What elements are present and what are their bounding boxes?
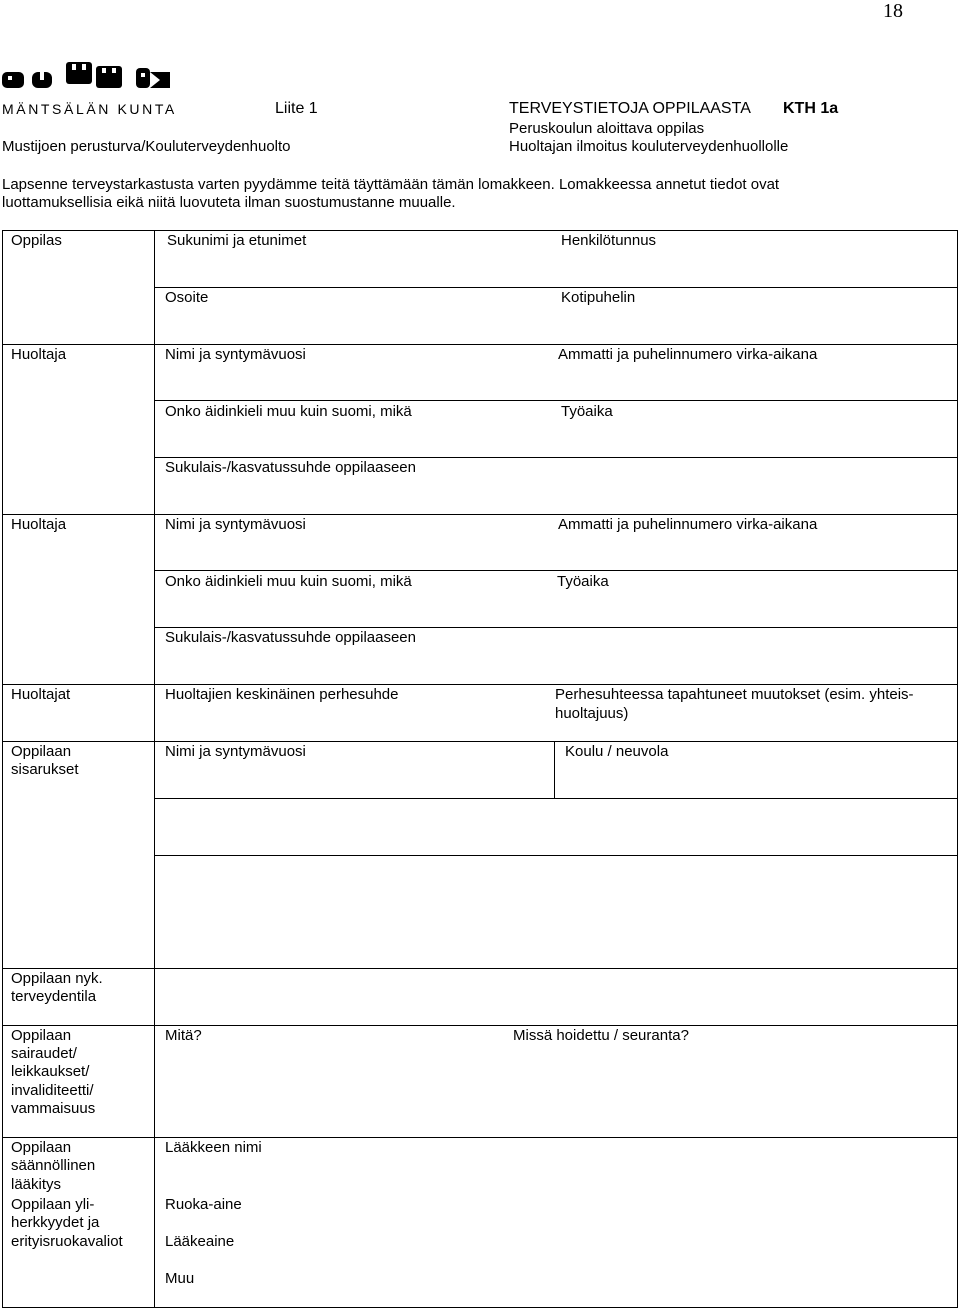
section-allergies-line: Oppilaan yli- bbox=[11, 1196, 95, 1213]
field-guardian2-relation[interactable]: Sukulais-/kasvatussuhde oppilaaseen bbox=[165, 629, 416, 646]
field-illness-where[interactable]: Missä hoidettu / seuranta? bbox=[513, 1027, 689, 1044]
field-guardians-relationship[interactable]: Huoltajien keskinäinen perhesuhde bbox=[165, 686, 399, 703]
document-code: KTH 1a bbox=[783, 100, 839, 117]
document-title: TERVEYSTIETOJA OPPILAASTA bbox=[509, 100, 751, 117]
section-health-line-2: terveydentila bbox=[11, 988, 97, 1005]
logo-symbol-icon bbox=[0, 58, 175, 98]
field-guardian1-relation[interactable]: Sukulais-/kasvatussuhde oppilaaseen bbox=[165, 459, 416, 476]
field-guardian2-occupation-phone[interactable]: Ammatti ja puhelinnumero virka-aikana bbox=[558, 516, 818, 533]
municipality-logo bbox=[0, 58, 175, 118]
field-student-ssn[interactable]: Henkilötunnus bbox=[561, 232, 657, 249]
section-allergies-line: erityisruokavaliot bbox=[11, 1233, 123, 1250]
logo-text: MÄNTSÄLÄN KUNTA bbox=[2, 101, 177, 117]
section-guardian-1: Huoltaja bbox=[11, 346, 67, 363]
organization-name: Mustijoen perusturva/Kouluterveydenhuolto bbox=[2, 138, 291, 155]
field-family-changes-line-2: huoltajuus) bbox=[555, 705, 629, 722]
field-guardian1-work-hours[interactable]: Työaika bbox=[561, 403, 613, 420]
appendix-label: Liite 1 bbox=[275, 100, 318, 117]
field-student-name[interactable]: Sukunimi ja etunimet bbox=[167, 232, 307, 249]
section-health-line-1: Oppilaan nyk. bbox=[11, 970, 103, 987]
section-medication-line: lääkitys bbox=[11, 1176, 62, 1193]
section-illnesses-line: invaliditeetti/ bbox=[11, 1082, 94, 1099]
field-student-address[interactable]: Osoite bbox=[165, 289, 209, 306]
section-allergies-line: herkkyydet ja bbox=[11, 1214, 100, 1231]
section-siblings-line-2: sisarukset bbox=[11, 761, 79, 778]
section-medication-line: Oppilaan bbox=[11, 1139, 72, 1156]
section-guardians: Huoltajat bbox=[11, 686, 71, 703]
section-illnesses-line: vammaisuus bbox=[11, 1100, 96, 1117]
intro-line-1: Lapsenne terveystarkastusta varten pyydämme teitä täyttämään tämän lomakkeen. Lomakkeessa annetut tiedot ovat bbox=[2, 176, 780, 193]
field-guardian2-name-birth[interactable]: Nimi ja syntymävuosi bbox=[165, 516, 306, 533]
section-student: Oppilas bbox=[11, 232, 62, 249]
page-number: 18 bbox=[883, 0, 903, 22]
document-subtitle-2: Huoltajan ilmoitus kouluterveydenhuollolle bbox=[509, 138, 789, 155]
section-siblings-line-1: Oppilaan bbox=[11, 743, 72, 760]
field-illness-what[interactable]: Mitä? bbox=[165, 1027, 202, 1044]
section-illnesses-line: leikkaukset/ bbox=[11, 1063, 90, 1080]
field-guardian2-language[interactable]: Onko äidinkieli muu kuin suomi, mikä bbox=[165, 573, 412, 590]
field-siblings-school[interactable]: Koulu / neuvola bbox=[565, 743, 669, 760]
field-allergy-food[interactable]: Ruoka-aine bbox=[165, 1196, 242, 1213]
section-illnesses-line: sairaudet/ bbox=[11, 1045, 77, 1062]
document-subtitle-1: Peruskoulun aloittava oppilas bbox=[509, 120, 705, 137]
field-medication-name[interactable]: Lääkkeen nimi bbox=[165, 1139, 262, 1156]
field-home-phone[interactable]: Kotipuhelin bbox=[561, 289, 636, 306]
field-guardian1-occupation-phone[interactable]: Ammatti ja puhelinnumero virka-aikana bbox=[558, 346, 818, 363]
field-guardian1-language[interactable]: Onko äidinkieli muu kuin suomi, mikä bbox=[165, 403, 412, 420]
field-siblings-name-birth[interactable]: Nimi ja syntymävuosi bbox=[165, 743, 306, 760]
field-allergy-other[interactable]: Muu bbox=[165, 1270, 195, 1287]
section-illnesses-line: Oppilaan bbox=[11, 1027, 72, 1044]
field-guardian1-name-birth[interactable]: Nimi ja syntymävuosi bbox=[165, 346, 306, 363]
field-allergy-drug[interactable]: Lääkeaine bbox=[165, 1233, 235, 1250]
intro-line-2: luottamuksellisia eikä niitä luovuteta ilman suostumustanne muualle. bbox=[2, 194, 456, 211]
field-guardian2-work-hours[interactable]: Työaika bbox=[557, 573, 609, 590]
section-medication-line: säännöllinen bbox=[11, 1157, 96, 1174]
section-guardian-2: Huoltaja bbox=[11, 516, 67, 533]
field-family-changes-line-1[interactable]: Perhesuhteessa tapahtuneet muutokset (esim. yhteis- bbox=[555, 686, 914, 703]
